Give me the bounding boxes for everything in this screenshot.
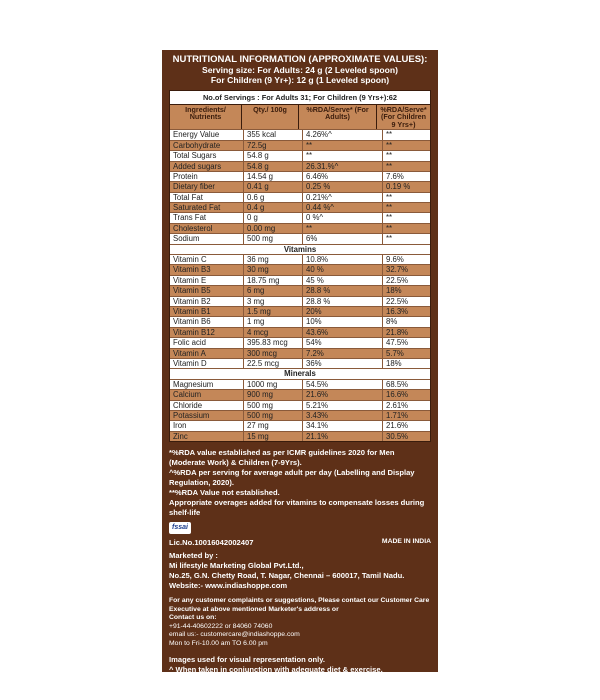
table-row	[170, 327, 430, 337]
nutrient-name: Total Sugars	[170, 151, 244, 160]
vitamins-heading: Vitamins	[170, 244, 430, 254]
nutrient-name: Vitamin D	[170, 359, 244, 368]
closing-notes	[169, 655, 431, 675]
rda-children: 1.71%	[386, 410, 409, 420]
email-address[interactable]: email us:- customercare@indiashoppe.com	[169, 631, 300, 639]
nutrient-qty: 36 mg	[244, 255, 303, 264]
nutrient-name: Vitamin B1	[170, 307, 244, 316]
main-nutrient-rows	[170, 129, 430, 243]
nutrient-name: Magnesium	[170, 380, 244, 389]
nutrient-name: Trans Fat	[170, 213, 244, 222]
nutrient-qty: 27 mg	[244, 421, 303, 430]
rda-adults: 6%	[303, 234, 383, 243]
mineral-rows	[170, 379, 430, 441]
office-hours: Mon to Fri-10.00 am TO 6.00 pm	[169, 640, 268, 648]
nutrient-qty: 54.8 g	[244, 151, 303, 160]
table-row	[170, 233, 430, 243]
nutrient-name: Saturated Fat	[170, 203, 244, 212]
rda-children: 0.19 %	[386, 182, 411, 192]
footnote-overages: Appropriate overages added for vitamins to compensate losses during shelf-life	[169, 498, 425, 518]
nutrient-qty: 500 mg	[244, 401, 303, 410]
fssai-logo: fssai	[169, 522, 191, 534]
nutrient-name: Iron	[170, 421, 244, 430]
nutrient-name: Vitamin A	[170, 349, 244, 358]
nutrient-qty: 72.5g	[244, 141, 303, 150]
footnote-not-established: **%RDA Value not established.	[169, 488, 280, 498]
table-row	[170, 348, 430, 358]
nutrient-qty: 900 mg	[244, 390, 303, 399]
nutrition-panel	[162, 50, 438, 672]
nutrient-qty: 3 mg	[244, 297, 303, 306]
rda-adults: 4.26%^	[303, 130, 383, 139]
footnote-icmr: *%RDA value established as per ICMR guidelines 2020 for Men (Moderate Work) & Children (7-9Yrs).	[169, 448, 395, 468]
table-row	[170, 316, 430, 326]
nutrient-qty: 4 mcg	[244, 328, 303, 337]
rda-adults: 6.46%	[303, 172, 383, 181]
rda-adults: 43.6%	[303, 328, 383, 337]
col-header-rda-adults: %RDA/Serve* (For Adults)	[299, 105, 377, 130]
nutrient-name: Sodium	[170, 234, 244, 243]
marketed-label: Marketed by :	[169, 551, 218, 561]
nutrient-name: Chloride	[170, 401, 244, 410]
rda-children: 18%	[386, 358, 402, 368]
nutrient-qty: 30 mg	[244, 265, 303, 274]
panel-header	[169, 55, 431, 86]
nutrient-qty: 500 mg	[244, 234, 303, 243]
rda-adults: 0.25 %	[303, 182, 383, 191]
table-row	[170, 223, 430, 233]
nutrient-name: Energy Value	[170, 130, 244, 139]
table-header	[170, 105, 430, 130]
table-row	[170, 140, 430, 150]
table-row	[170, 212, 430, 222]
nutrient-qty: 0.6 g	[244, 193, 303, 202]
rda-children: **	[386, 223, 393, 233]
rda-children: 9.6%	[386, 255, 404, 265]
nutrient-name: Vitamin B3	[170, 265, 244, 274]
made-in-india: MADE IN INDIA	[381, 538, 431, 546]
nutrient-qty: 54.8 g	[244, 162, 303, 171]
table-row	[170, 264, 430, 274]
nutrient-qty: 22.5 mcg	[244, 359, 303, 368]
license-number: Lic.No.10016042002407	[169, 538, 254, 548]
rda-children: **	[386, 234, 393, 244]
nutrient-name: Vitamin B12	[170, 328, 244, 337]
rda-adults: 21.6%	[303, 390, 383, 399]
rda-children: 30.5%	[386, 431, 409, 441]
phone-number[interactable]: +91-44-40602222 or 84060 74060	[169, 622, 273, 630]
nutrient-qty: 395.83 mcg	[244, 338, 303, 347]
nutrition-table	[169, 90, 431, 442]
rda-children: **	[386, 161, 393, 171]
table-row	[170, 129, 430, 139]
table-row	[170, 171, 430, 181]
nutrient-qty: 0.41 g	[244, 182, 303, 191]
nutrient-name: Carbohydrate	[170, 141, 244, 150]
company-address: No.25, G.N. Chetty Road, T. Nagar, Chennai – 600017, Tamil Nadu.	[169, 571, 405, 581]
table-row	[170, 431, 430, 441]
table-row	[170, 202, 430, 212]
complaints-text: For any customer complaints or suggestions, Please contact our Customer Care Executive at above mentioned Marketer's address or	[169, 597, 430, 613]
nutrient-name: Potassium	[170, 411, 244, 420]
rda-children: 21.6%	[386, 421, 409, 431]
rda-adults: 0 %^	[303, 213, 383, 222]
nutrient-qty: 1000 mg	[244, 380, 303, 389]
table-row	[170, 181, 430, 191]
rda-children: 22.5%	[386, 296, 409, 306]
table-row	[170, 150, 430, 160]
table-row	[170, 420, 430, 430]
rda-adults: 10.8%	[303, 255, 383, 264]
rda-adults: 7.2%	[303, 349, 383, 358]
serving-adults: Serving size: For Adults: 24 g (2 Leveled spoon)	[202, 64, 398, 75]
rda-children: 16.6%	[386, 390, 409, 400]
nutrient-name: Vitamin C	[170, 255, 244, 264]
col-header-qty: Qty./ 100g	[242, 105, 299, 130]
nutrient-qty: 300 mcg	[244, 349, 303, 358]
nutrient-name: Folic acid	[170, 338, 244, 347]
footnotes	[169, 448, 431, 518]
table-row	[170, 379, 430, 389]
rda-adults: 28.8 %	[303, 297, 383, 306]
rda-children: **	[386, 140, 393, 150]
vitamin-rows	[170, 254, 430, 368]
footnote-rda-adult: ^%RDA per serving for average adult per day (Labelling and Display Regulation, 2020).	[169, 468, 415, 488]
nutrient-qty: 14.54 g	[244, 172, 303, 181]
rda-children: 18%	[386, 286, 402, 296]
rda-adults: 0.44 %^	[303, 203, 383, 212]
rda-adults: 36%	[303, 359, 383, 368]
col-header-rda-children: %RDA/Serve* (For Children 9 Yrs+)	[380, 104, 427, 129]
nutrient-name: Vitamin B5	[170, 286, 244, 295]
nutrient-qty: 18.75 mg	[244, 276, 303, 285]
nutrient-qty: 0.4 g	[244, 203, 303, 212]
rda-adults: 26.31.%^	[303, 162, 383, 171]
nutrient-name: Vitamin B2	[170, 297, 244, 306]
rda-adults: 5.21%	[303, 401, 383, 410]
table-row	[170, 275, 430, 285]
rda-children: 32.7%	[386, 265, 409, 275]
nutrient-qty: 0 g	[244, 213, 303, 222]
license-row	[169, 538, 431, 547]
rda-adults: 0.21%^	[303, 193, 383, 202]
rda-adults: 34.1%	[303, 421, 383, 430]
rda-adults: 21.1%	[303, 432, 383, 441]
nutrient-qty: 6 mg	[244, 286, 303, 295]
nutrient-name: Dietary fiber	[170, 182, 244, 191]
rda-children: 22.5%	[386, 275, 409, 285]
minerals-heading: Minerals	[170, 368, 430, 378]
rda-adults: 54.5%	[303, 380, 383, 389]
nutrient-qty: 15 mg	[244, 432, 303, 441]
table-row	[170, 389, 430, 399]
nutrient-qty: 1 mg	[244, 317, 303, 326]
marketed-by	[169, 551, 431, 591]
table-row	[170, 254, 430, 264]
nutrient-qty: 1.5 mg	[244, 307, 303, 316]
rda-children: 2.61%	[386, 400, 409, 410]
rda-adults: 28.8 %	[303, 286, 383, 295]
customer-care	[169, 597, 431, 649]
nutrient-name: Protein	[170, 172, 244, 181]
table-row	[170, 410, 430, 420]
nutrient-name: Added sugars	[170, 162, 244, 171]
rda-adults: **	[303, 151, 383, 160]
rda-children: 7.6%	[386, 171, 404, 181]
nutrient-name: Total Fat	[170, 193, 244, 202]
contact-label: Contact us on:	[169, 614, 217, 622]
rda-adults: 45 %	[303, 276, 383, 285]
rda-adults: 3.43%	[303, 411, 383, 420]
website[interactable]: Website:- www.indiashoppe.com	[169, 581, 288, 591]
rda-children: **	[386, 213, 393, 223]
table-row	[170, 161, 430, 171]
rda-adults: 54%	[303, 338, 383, 347]
nutrient-name: Vitamin E	[170, 276, 244, 285]
table-row	[170, 400, 430, 410]
rda-children: **	[386, 151, 393, 161]
table-row	[170, 192, 430, 202]
company-name: Mi lifestyle Marketing Global Pvt.Ltd.,	[169, 561, 304, 571]
col-header-nutrients: Ingredients/ Nutrients	[170, 105, 242, 130]
table-row	[170, 285, 430, 295]
rda-children: 47.5%	[386, 338, 409, 348]
nutrient-qty: 355 kcal	[244, 130, 303, 139]
nutrient-qty: 500 mg	[244, 411, 303, 420]
rda-children: 21.8%	[386, 327, 409, 337]
rda-children: **	[386, 130, 393, 140]
nutrient-name: Zinc	[170, 432, 244, 441]
table-row	[170, 306, 430, 316]
table-row	[170, 296, 430, 306]
rda-adults: 10%	[303, 317, 383, 326]
diet-disclaimer: ^ When taken in conjunction with adequate diet & exercise.	[169, 664, 383, 674]
servings-row: No.of Servings : For Adults 31; For Children (9 Yrs+):62	[170, 91, 430, 105]
nutrition-title: NUTRITIONAL INFORMATION (APPROXIMATE VALUES):	[172, 54, 428, 65]
rda-adults: **	[303, 141, 383, 150]
rda-children: 68.5%	[386, 379, 409, 389]
nutrient-name: Calcium	[170, 390, 244, 399]
rda-adults: **	[303, 224, 383, 233]
visual-disclaimer: Images used for visual representation only.	[169, 654, 325, 664]
nutrient-name: Cholesterol	[170, 224, 244, 233]
rda-children: **	[386, 203, 393, 213]
rda-adults: 20%	[303, 307, 383, 316]
table-row	[170, 337, 430, 347]
serving-children: For Children (9 Yr+): 12 g (1 Leveled spoon)	[210, 74, 390, 85]
rda-adults: 40 %	[303, 265, 383, 274]
rda-children: **	[386, 192, 393, 202]
table-row	[170, 358, 430, 368]
rda-children: 16.3%	[386, 307, 409, 317]
rda-children: 5.7%	[386, 348, 404, 358]
nutrient-qty: 0.00 mg	[244, 224, 303, 233]
rda-children: 8%	[386, 317, 398, 327]
nutrient-name: Vitamin B6	[170, 317, 244, 326]
